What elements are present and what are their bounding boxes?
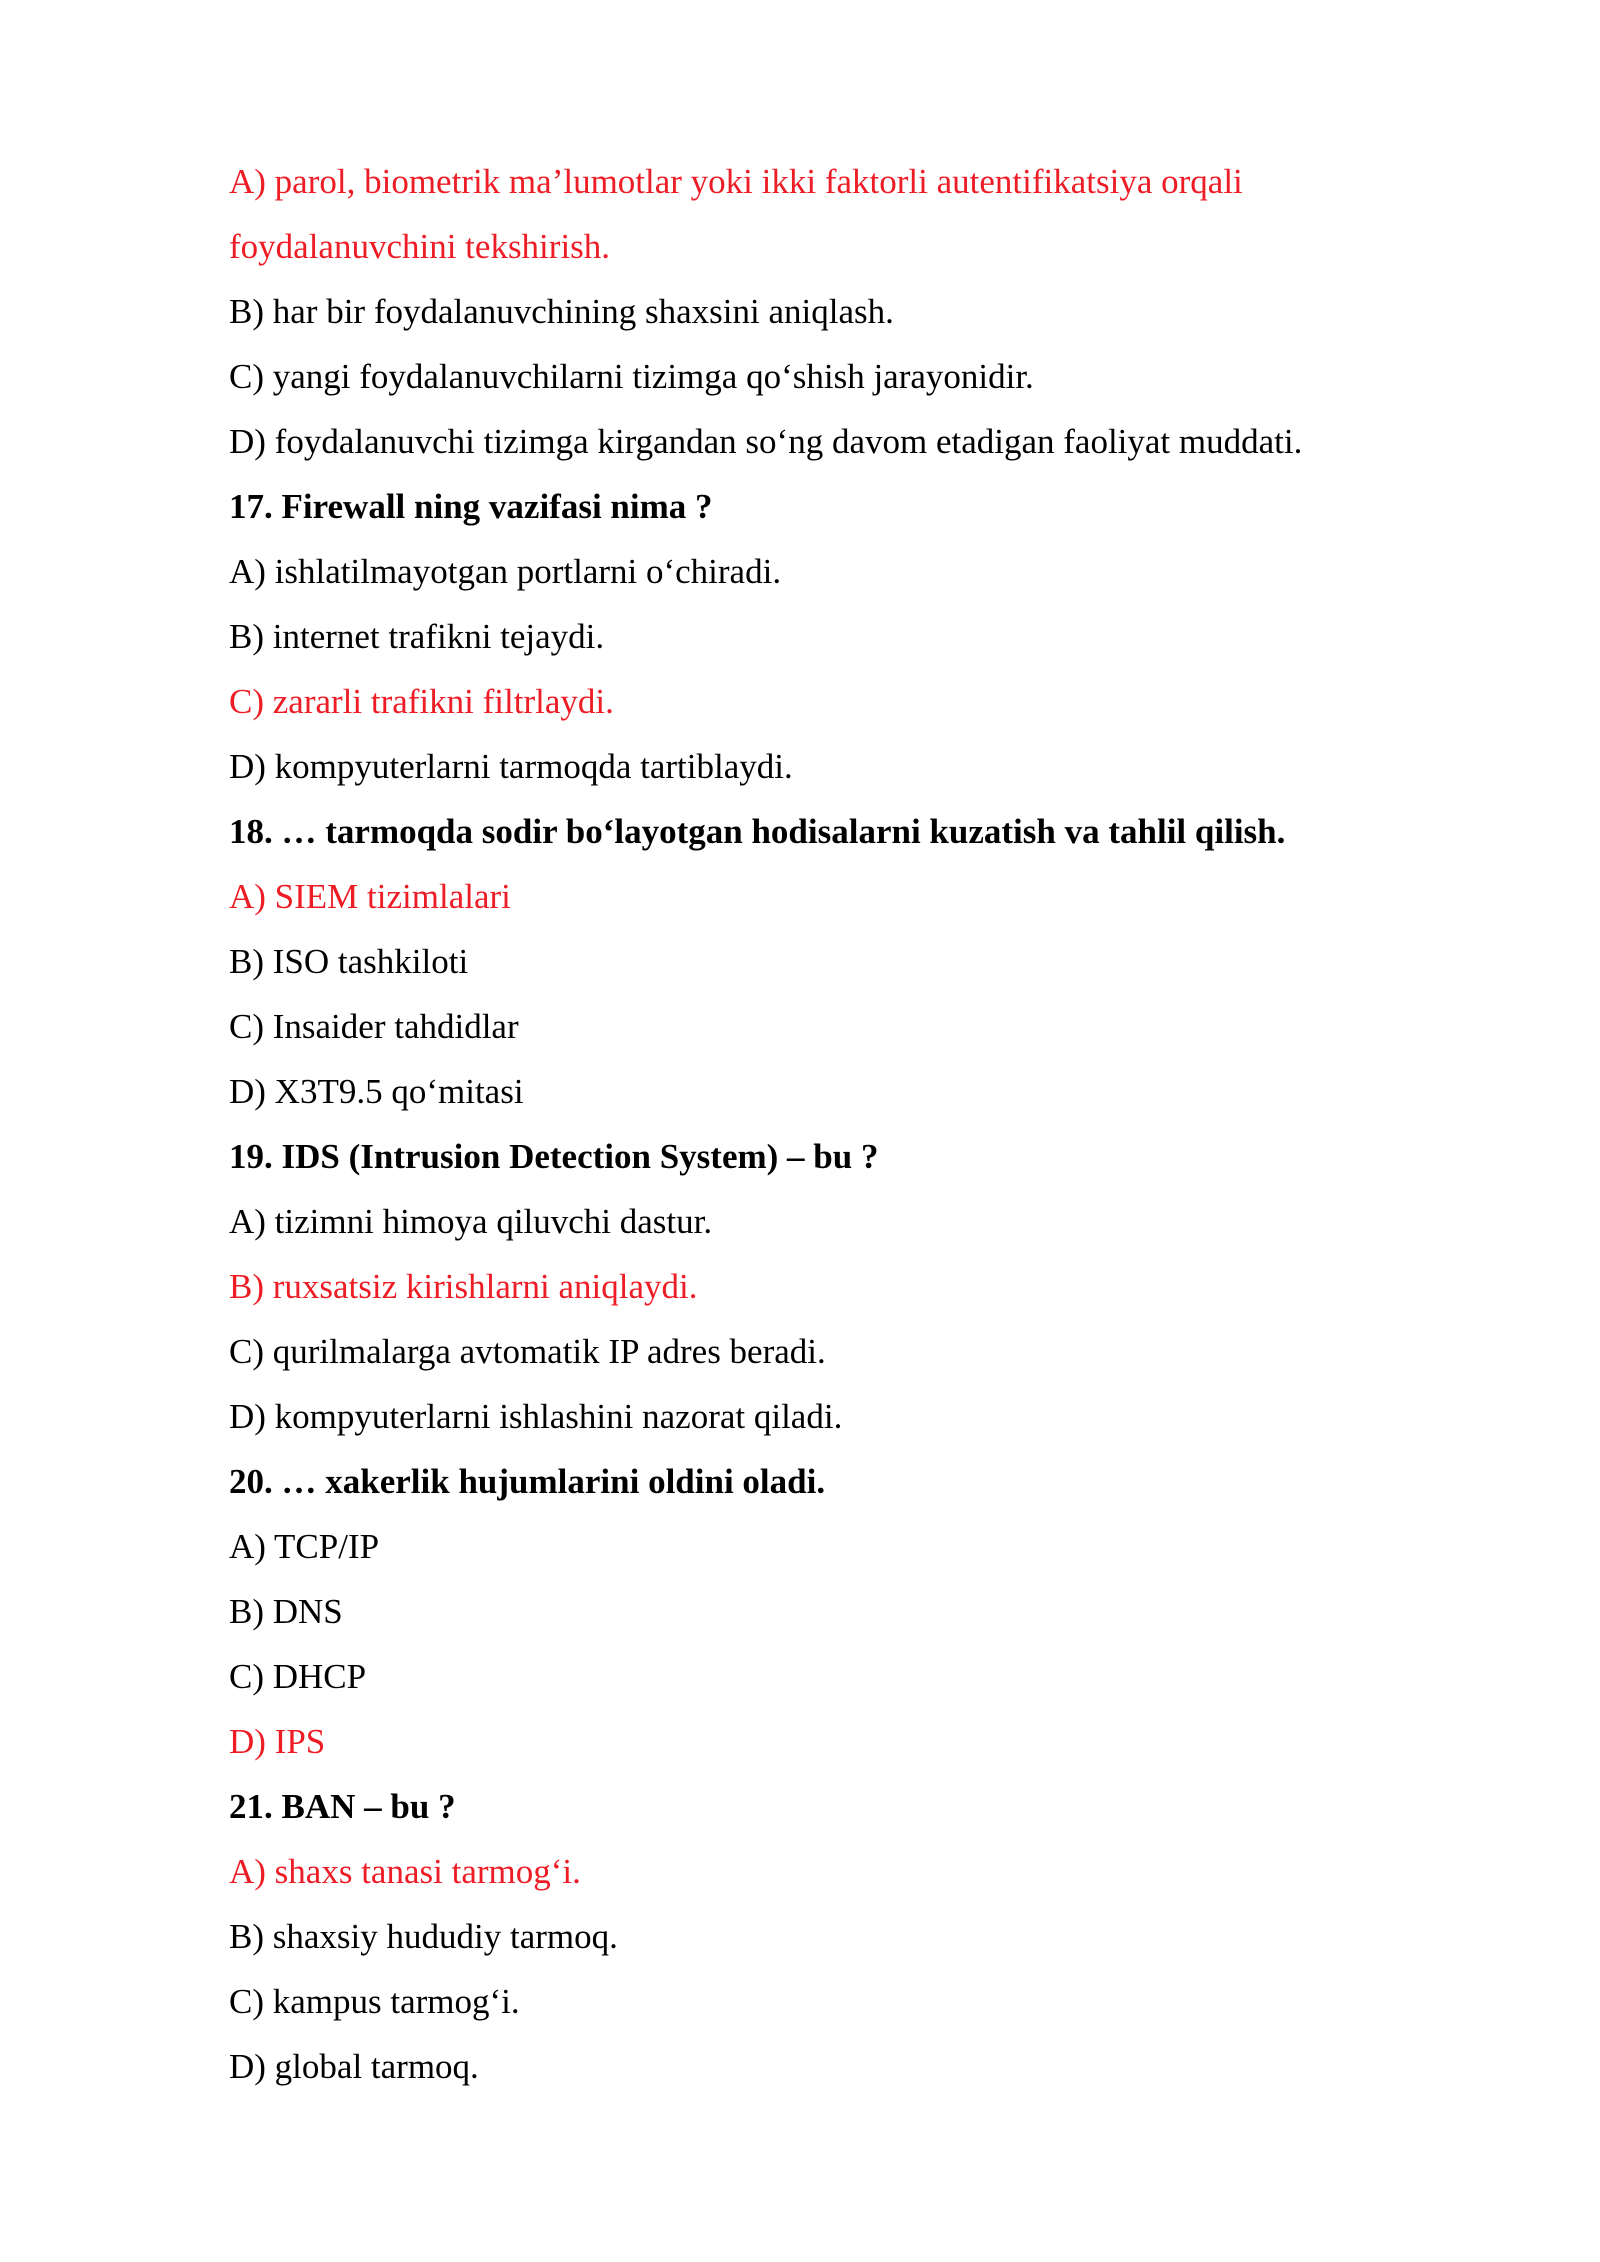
question-heading: 17. Firewall ning vazifasi nima ?	[229, 487, 713, 526]
option-line: C) kampus tarmog‘i.	[229, 1982, 520, 2021]
option-line: B) internet trafikni tejaydi.	[229, 617, 605, 656]
option-line: C) qurilmalarga avtomatik IP adres beradi.	[229, 1332, 826, 1371]
option-line: D) global tarmoq.	[229, 2047, 479, 2086]
question-heading: 20. … xakerlik hujumlarini oldini oladi.	[229, 1462, 826, 1501]
correct-option-line: C) zararli trafikni filtrlaydi.	[229, 682, 614, 721]
option-line: B) DNS	[229, 1592, 343, 1631]
option-line: D) kompyuterlarni ishlashini nazorat qiladi.	[229, 1397, 843, 1436]
correct-option-line: foydalanuvchini tekshirish.	[229, 227, 611, 266]
option-line: C) yangi foydalanuvchilarni tizimga qo‘shish jarayonidir.	[229, 357, 1034, 396]
option-line: B) ISO tashkiloti	[229, 942, 469, 981]
question-heading: 19. IDS (Intrusion Detection System) – bu ?	[229, 1137, 879, 1176]
option-line: D) kompyuterlarni tarmoqda tartiblaydi.	[229, 747, 793, 786]
option-line: B) har bir foydalanuvchining shaxsini aniqlash.	[229, 292, 894, 331]
option-line: B) shaxsiy hududiy tarmoq.	[229, 1917, 618, 1956]
correct-option-line: A) SIEM tizimlalari	[229, 877, 511, 916]
option-line: C) DHCP	[229, 1657, 367, 1696]
document-page	[229, 149, 1429, 2099]
question-heading: 18. … tarmoqda sodir bo‘layotgan hodisalarni kuzatish va tahlil qilish.	[229, 812, 1286, 851]
question-heading: 21. BAN – bu ?	[229, 1787, 456, 1826]
option-line: A) tizimni himoya qiluvchi dastur.	[229, 1202, 713, 1241]
correct-option-line: A) parol, biometrik ma’lumotlar yoki ikki faktorli autentifikatsiya orqali	[229, 162, 1243, 201]
option-line: C) Insaider tahdidlar	[229, 1007, 519, 1046]
option-line: D) foydalanuvchi tizimga kirgandan so‘ng davom etadigan faoliyat muddati.	[229, 422, 1303, 461]
correct-option-line: B) ruxsatsiz kirishlarni aniqlaydi.	[229, 1267, 698, 1306]
option-line: A) TCP/IP	[229, 1527, 380, 1566]
option-line: D) X3T9.5 qo‘mitasi	[229, 1072, 524, 1111]
correct-option-line: A) shaxs tanasi tarmog‘i.	[229, 1852, 581, 1891]
correct-option-line: D) IPS	[229, 1722, 326, 1761]
option-line: A) ishlatilmayotgan portlarni o‘chiradi.	[229, 552, 782, 591]
